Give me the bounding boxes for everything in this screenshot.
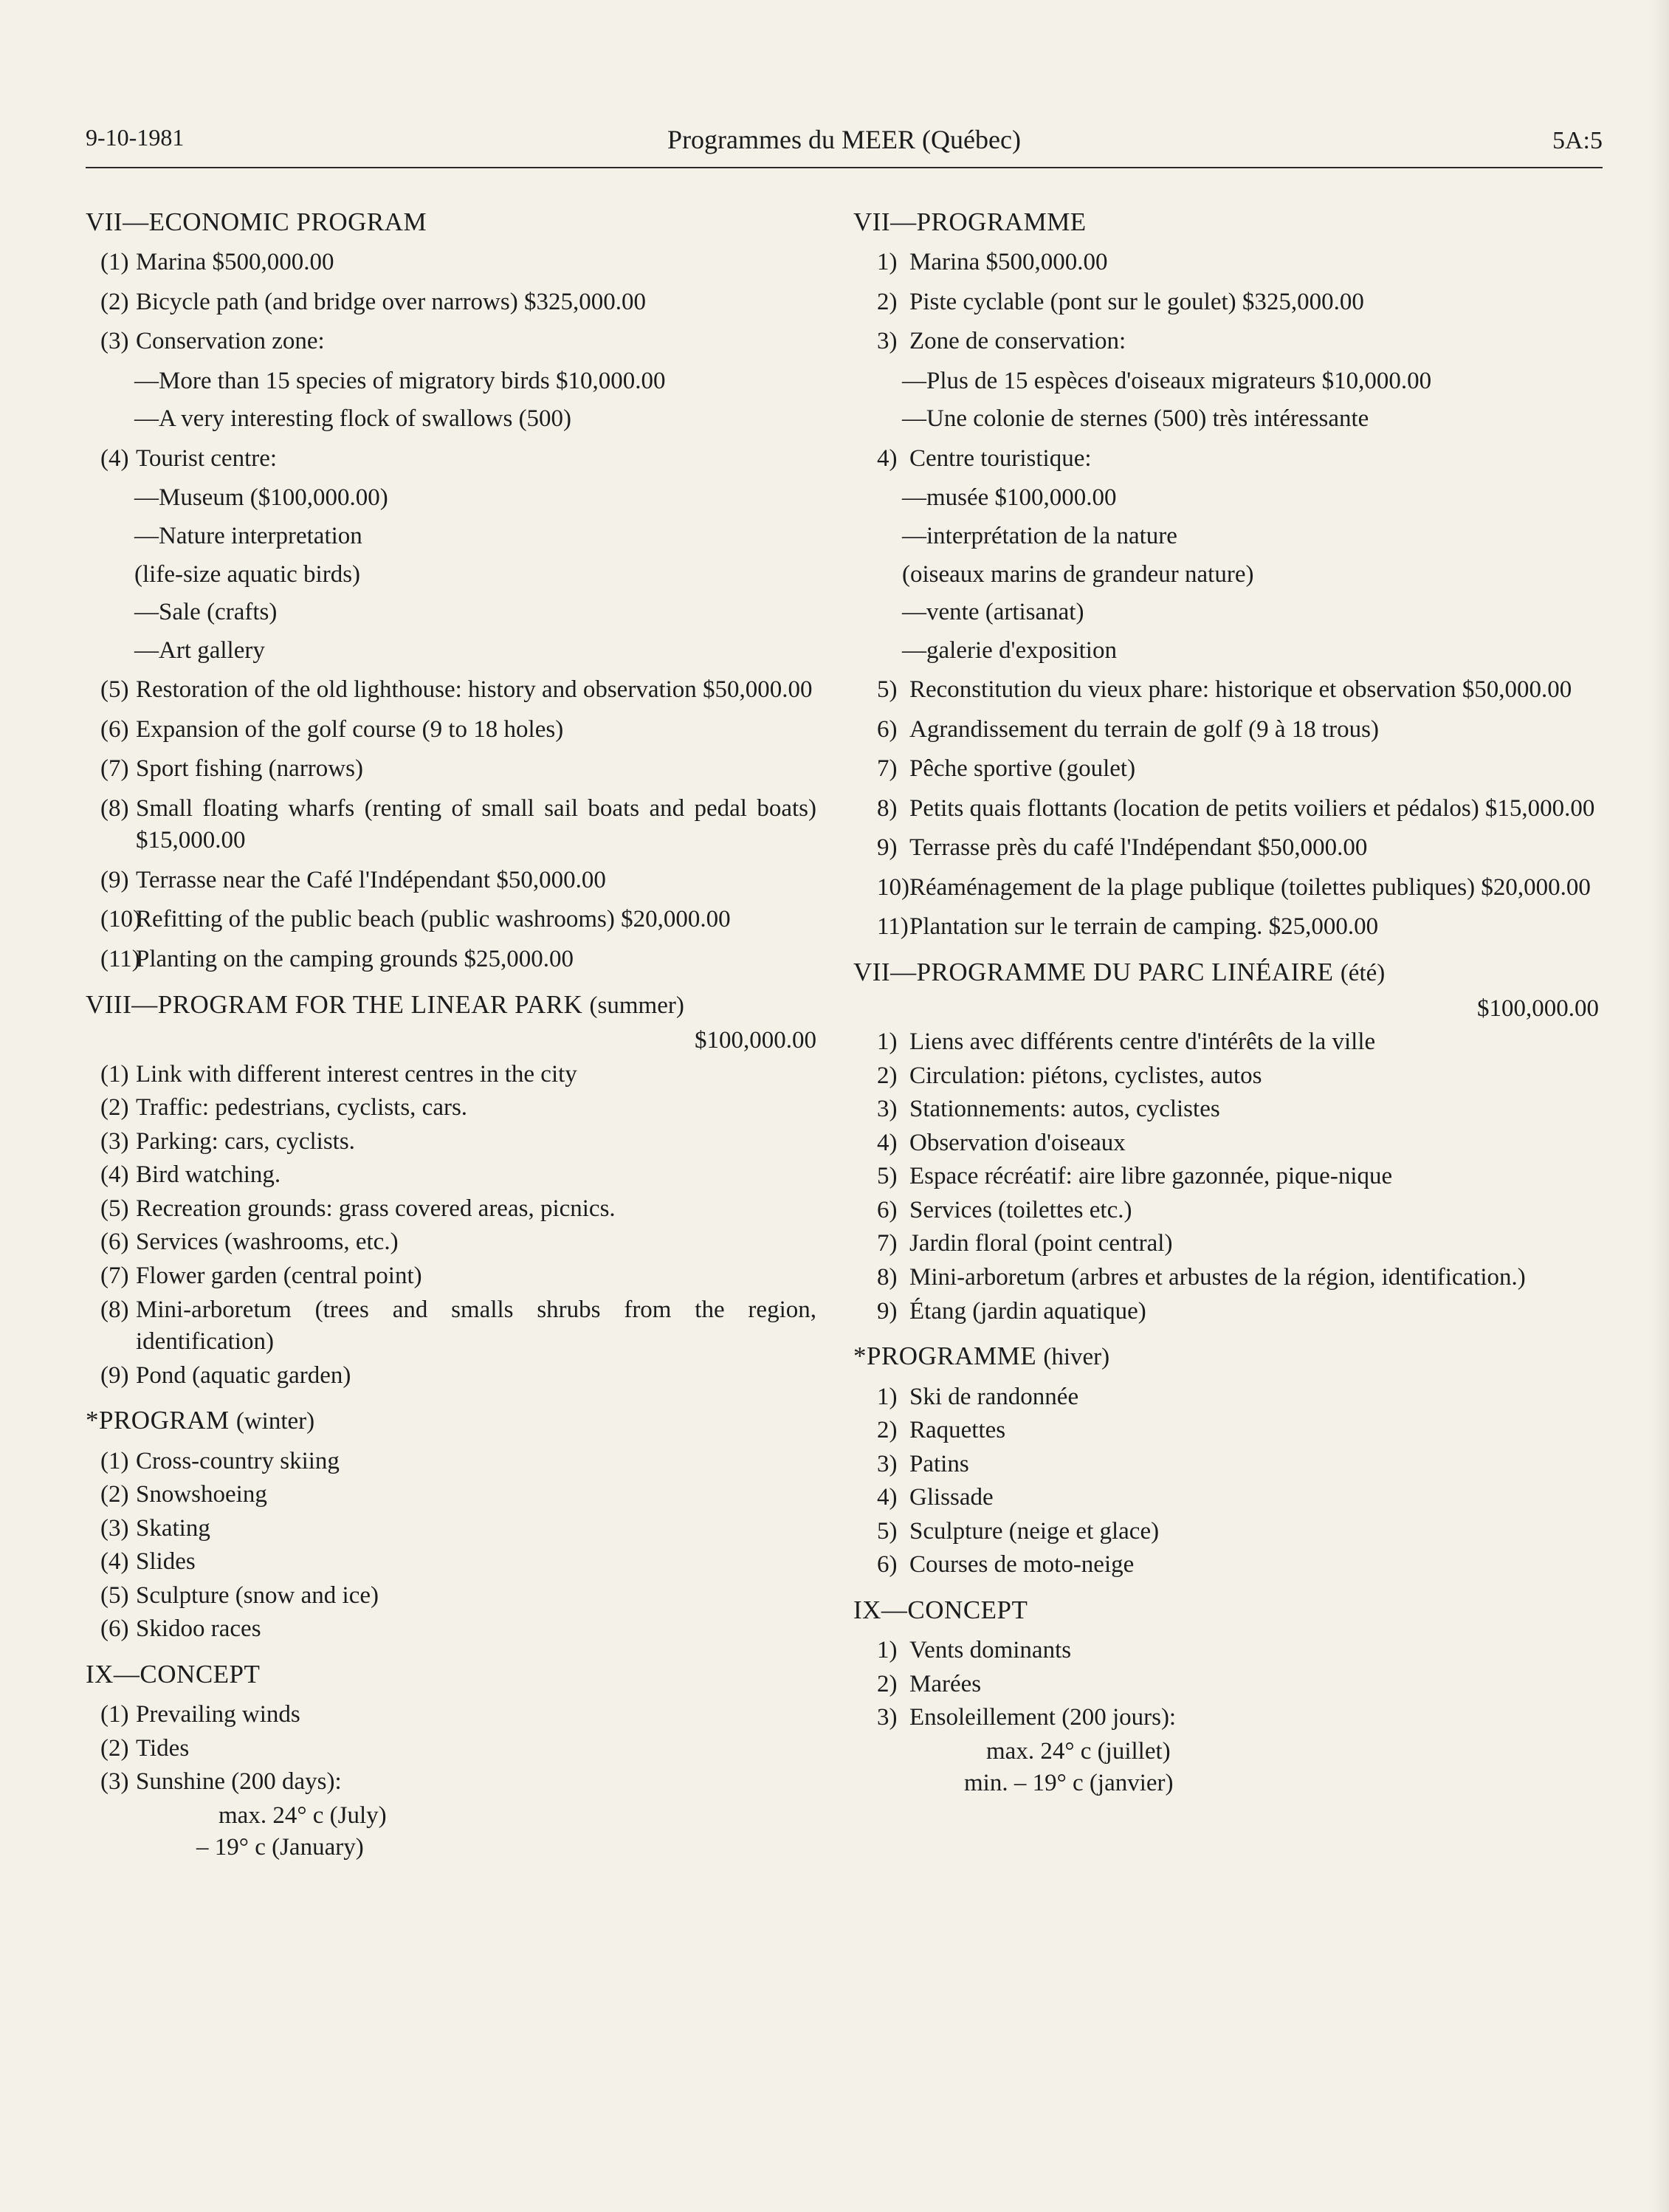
item-text: Raquettes [909,1417,1006,1444]
item-text: Circulation: piétons, cyclistes, autos [909,1062,1262,1089]
section-title [853,1339,1599,1374]
item-number: (7) [100,1262,129,1289]
item-text: Observation d'oiseaux [909,1129,1126,1156]
item-text: Sculpture (snow and ice) [136,1581,379,1609]
item-list [86,1059,816,1392]
item-number: (4) [100,1161,129,1189]
item-number: 2) [877,1670,898,1697]
item-text: Tides [136,1734,190,1762]
list-item [853,1482,1599,1514]
list-item [853,793,1599,825]
sub-item: —A very interesting flock of swallows (500) [134,405,572,433]
list-item [86,793,816,857]
section-title: IX—CONCEPT [86,1659,261,1689]
section-title-main: VII—PROGRAMME DU PARC LINÉAIRE [853,958,1334,987]
item-number: (11) [100,946,140,973]
item-number: (7) [100,755,129,783]
list-item [86,1446,816,1478]
item-list [86,1446,816,1646]
item-number: (2) [100,1734,129,1762]
parc-lineaire-section [853,955,1599,1327]
item-text: Piste cyclable (pont sur le goulet) $325,000.00 [909,288,1364,315]
item-number: 9) [877,834,898,862]
list-item [853,1635,1599,1667]
item-text: Tourist centre: [136,444,278,472]
item-text: Agrandissement du terrain de golf (9 à 18 trous) [909,715,1379,743]
item-number: (2) [100,1094,129,1122]
item-number: 1) [877,1383,898,1410]
header-date: 9-10-1981 [86,124,185,151]
item-text: Liens avec différents centre d'intérêts de la ville [909,1028,1376,1056]
item-text: Bicycle path (and bridge over narrows) $325,000.00 [136,288,646,315]
list-item [86,1126,816,1158]
list-item [853,714,1599,746]
item-text: Sculpture (neige et glace) [909,1517,1160,1545]
section-title-season: (été) [1340,960,1386,987]
item-number: 2) [877,1062,898,1089]
item-text: Conservation zone: [136,328,325,355]
item-number: 2) [877,1417,898,1444]
section-title-main: VIII—PROGRAM FOR THE LINEAR PARK [86,989,583,1019]
item-number: (5) [100,676,129,704]
item-number: (1) [100,249,129,276]
item-number: 3) [877,1704,898,1731]
header-rule [86,167,1603,168]
header-title: Programmes du MEER (Québec) [667,125,1021,154]
item-number: (10) [100,906,141,933]
list-item [86,1260,816,1293]
header-page-number: 5A:5 [1552,127,1603,154]
item-number: (2) [100,288,129,315]
item-number: (4) [100,444,129,472]
item-number: 1) [877,249,898,276]
item-text: Traffic: pedestrians, cyclists, cars. [136,1094,468,1122]
item-number: 4) [877,1484,898,1511]
list-item [86,1193,816,1226]
item-text: Plantation sur le terrain de camping. $25,000.00 [909,913,1379,941]
list-item [86,1360,816,1392]
sub-item: —Museum ($100,000.00) [134,484,388,512]
item-number: 6) [877,715,898,743]
list-item [86,1580,816,1612]
item-text: Centre touristique: [909,444,1092,472]
item-text: Terrasse près du café l'Indépendant $50,000.00 [909,834,1368,862]
list-item [853,1381,1599,1414]
sub-item: —Une colonie de sternes (500) très intéressante [902,405,1369,433]
item-text: Planting on the camping grounds $25,000.00 [136,946,574,973]
list-item [853,753,1599,786]
french-column [853,201,1599,1812]
list-item [86,1159,816,1192]
item-number: 6) [877,1551,898,1579]
item-text: Expansion of the golf course (9 to 18 holes) [136,715,564,743]
list-item [86,247,816,279]
list-item [853,1060,1599,1093]
item-number: 1) [877,1637,898,1664]
item-text: Ensoleillement (200 jours): [909,1704,1177,1731]
list-item [86,904,816,936]
item-text: Zone de conservation: [909,328,1126,355]
min-temperature: min. – 19° c (janvier) [964,1770,1174,1797]
sub-item: (life-size aquatic birds) [134,560,361,588]
section-title [853,955,1599,990]
list-item [853,1702,1599,1734]
item-list [86,1699,816,1799]
max-temperature: max. 24° c (juillet) [986,1737,1171,1765]
section-title-season: (hiver) [1043,1344,1110,1371]
item-number: (8) [100,1296,129,1323]
item-text: Recreation grounds: grass covered areas, picnics. [136,1195,616,1222]
sub-item: —interprétation de la nature [902,523,1177,550]
section-title-main: *PROGRAMME [853,1342,1037,1371]
item-list [86,247,816,975]
list-item [853,1228,1599,1260]
list-item [86,1699,816,1731]
section-title-season: (summer) [589,992,684,1019]
item-number: 11) [877,913,909,941]
list-item [853,1093,1599,1126]
item-number: (5) [100,1581,129,1609]
economic-program-section [86,205,816,976]
item-number: (5) [100,1195,129,1222]
item-number: (3) [100,328,129,355]
section-title [86,988,816,1023]
item-text: Pêche sportive (goulet) [909,755,1136,783]
list-item [86,1479,816,1511]
list-item [853,1669,1599,1701]
item-number: (8) [100,794,129,822]
item-number: 5) [877,1163,898,1190]
list-item [853,286,1599,319]
item-number: 10) [877,873,909,901]
programme-hiver-section [853,1339,1599,1581]
concept-section-fr [853,1593,1599,1800]
concept-section [86,1658,816,1864]
item-number: (6) [100,715,129,743]
sub-item: —Sale (crafts) [134,599,278,626]
item-number: 1) [877,1028,898,1056]
list-item [853,1449,1599,1481]
item-text: Marina $500,000.00 [909,249,1108,276]
item-number: 5) [877,1517,898,1545]
item-number: (3) [100,1768,129,1796]
list-item [853,1127,1599,1160]
section-title: VII—PROGRAMME [853,207,1087,236]
list-item [853,443,1599,475]
item-text: Pond (aquatic garden) [136,1361,351,1389]
list-item [86,1092,816,1124]
list-item [86,443,816,475]
item-number: 3) [877,328,898,355]
section-amount: $100,000.00 [1477,995,1599,1022]
section-title-main: *PROGRAM [86,1406,230,1435]
item-text: Marina $500,000.00 [136,249,334,276]
list-item [853,247,1599,279]
list-item [853,872,1599,904]
item-text: Vents dominants [909,1637,1072,1664]
list-item [853,1516,1599,1548]
list-item [853,1296,1599,1328]
item-number: 6) [877,1196,898,1223]
list-item [86,714,816,746]
list-item [853,1195,1599,1227]
item-number: 8) [877,794,898,822]
list-item [86,1513,816,1545]
linear-park-section [86,988,816,1392]
item-text: Stationnements: autos, cyclistes [909,1096,1220,1123]
item-number: 4) [877,444,898,472]
item-list [853,1635,1599,1734]
list-item [853,1415,1599,1447]
item-number: (1) [100,1447,129,1474]
section-title-season: (winter) [235,1408,315,1435]
item-text: Mini-arboretum (trees and smalls shrubs from the region, identification) [136,1296,816,1356]
section-title [86,1404,816,1438]
list-item [853,832,1599,865]
list-item [86,286,816,319]
item-number: 3) [877,1096,898,1123]
english-column [86,201,816,1876]
item-text: Marées [909,1670,982,1697]
list-item [86,944,816,976]
sub-item: (oiseaux marins de grandeur nature) [902,560,1254,588]
item-text: Slides [136,1548,196,1576]
item-number: (3) [100,1127,129,1155]
list-item [853,1549,1599,1581]
item-text: Ski de randonnée [909,1383,1079,1410]
list-item [86,1733,816,1765]
item-text: Skidoo races [136,1615,261,1643]
max-temperature: max. 24° c (July) [218,1801,387,1829]
item-list [853,247,1599,944]
item-text: Services (toilettes etc.) [909,1196,1132,1223]
item-text: Terrasse near the Café l'Indépendant $50,000.00 [136,866,606,893]
item-text: Parking: cars, cyclists. [136,1127,355,1155]
item-text: Reconstitution du vieux phare: historique et observation $50,000.00 [909,676,1572,704]
item-number: 9) [877,1297,898,1325]
list-item [853,674,1599,707]
item-text: Small floating wharfs (renting of small sail boats and pedal boats) $15,000.00 [136,794,816,854]
list-item [86,1059,816,1091]
item-number: (2) [100,1481,129,1508]
page-header [86,124,1603,165]
item-number: 5) [877,676,898,704]
item-text: Refitting of the public beach (public washrooms) $20,000.00 [136,906,731,933]
sub-item: —galerie d'exposition [902,636,1117,664]
item-text: Sport fishing (narrows) [136,755,363,783]
list-item [86,1766,816,1799]
item-number: 3) [877,1450,898,1477]
item-text: Réaménagement de la plage publique (toilettes publiques) $20,000.00 [909,873,1591,901]
item-number: (6) [100,1615,129,1643]
item-text: Link with different interest centres in the city [136,1060,577,1088]
list-item [86,326,816,358]
list-item [86,1546,816,1579]
min-temperature: – 19° c (January) [196,1834,364,1861]
item-number: (4) [100,1548,129,1576]
item-number: (9) [100,1361,129,1389]
item-text: Mini-arboretum (arbres et arbustes de la région, identification.) [909,1263,1526,1291]
item-text: Flower garden (central point) [136,1262,422,1289]
item-text: Services (washrooms, etc.) [136,1229,399,1256]
item-number: (1) [100,1060,129,1088]
item-text: Courses de moto-neige [909,1551,1135,1579]
item-number: (9) [100,866,129,893]
sub-item: —Nature interpretation [134,523,362,550]
item-number: 7) [877,755,898,783]
sub-item: —Plus de 15 espèces d'oiseaux migrateurs $10,000.00 [902,367,1432,394]
item-text: Glissade [909,1484,994,1511]
item-number: 8) [877,1263,898,1291]
list-item [853,911,1599,944]
item-text: Étang (jardin aquatique) [909,1297,1146,1325]
item-number: 4) [877,1129,898,1156]
list-item [853,1026,1599,1059]
item-text: Snowshoeing [136,1481,267,1508]
item-number: 2) [877,288,898,315]
list-item [853,326,1599,358]
item-text: Restoration of the old lighthouse: history and observation $50,000.00 [136,676,813,704]
page-edge-shadow [1650,0,1669,2212]
item-number: 7) [877,1230,898,1257]
item-text: Espace récréatif: aire libre gazonnée, pique-nique [909,1163,1393,1190]
programme-section [853,205,1599,944]
item-text: Patins [909,1450,969,1477]
list-item [86,865,816,897]
item-text: Jardin floral (point central) [909,1230,1173,1257]
item-text: Petits quais flottants (location de petits voiliers et pédalos) $15,000.00 [909,794,1595,822]
list-item [86,753,816,786]
list-item [853,1262,1599,1294]
item-number: (3) [100,1514,129,1542]
sub-item: —vente (artisanat) [902,599,1084,626]
winter-program-section [86,1404,816,1646]
section-title: IX—CONCEPT [853,1595,1028,1624]
item-text: Prevailing winds [136,1701,300,1728]
sub-item: —Art gallery [134,636,265,664]
section-amount: $100,000.00 [695,1027,816,1054]
list-item [86,1294,816,1359]
item-list [853,1381,1599,1581]
sub-item: —musée $100,000.00 [902,484,1117,512]
item-list [853,1026,1599,1327]
item-text: Cross-country skiing [136,1447,340,1474]
item-text: Skating [136,1514,210,1542]
sub-item: —More than 15 species of migratory birds $10,000.00 [134,367,666,394]
item-number: (1) [100,1701,129,1728]
section-title: VII—ECONOMIC PROGRAM [86,207,427,236]
item-text: Bird watching. [136,1161,281,1189]
list-item [86,1226,816,1259]
list-item [853,1161,1599,1193]
list-item [86,674,816,707]
item-number: (6) [100,1229,129,1256]
list-item [86,1613,816,1646]
item-text: Sunshine (200 days): [136,1768,342,1796]
